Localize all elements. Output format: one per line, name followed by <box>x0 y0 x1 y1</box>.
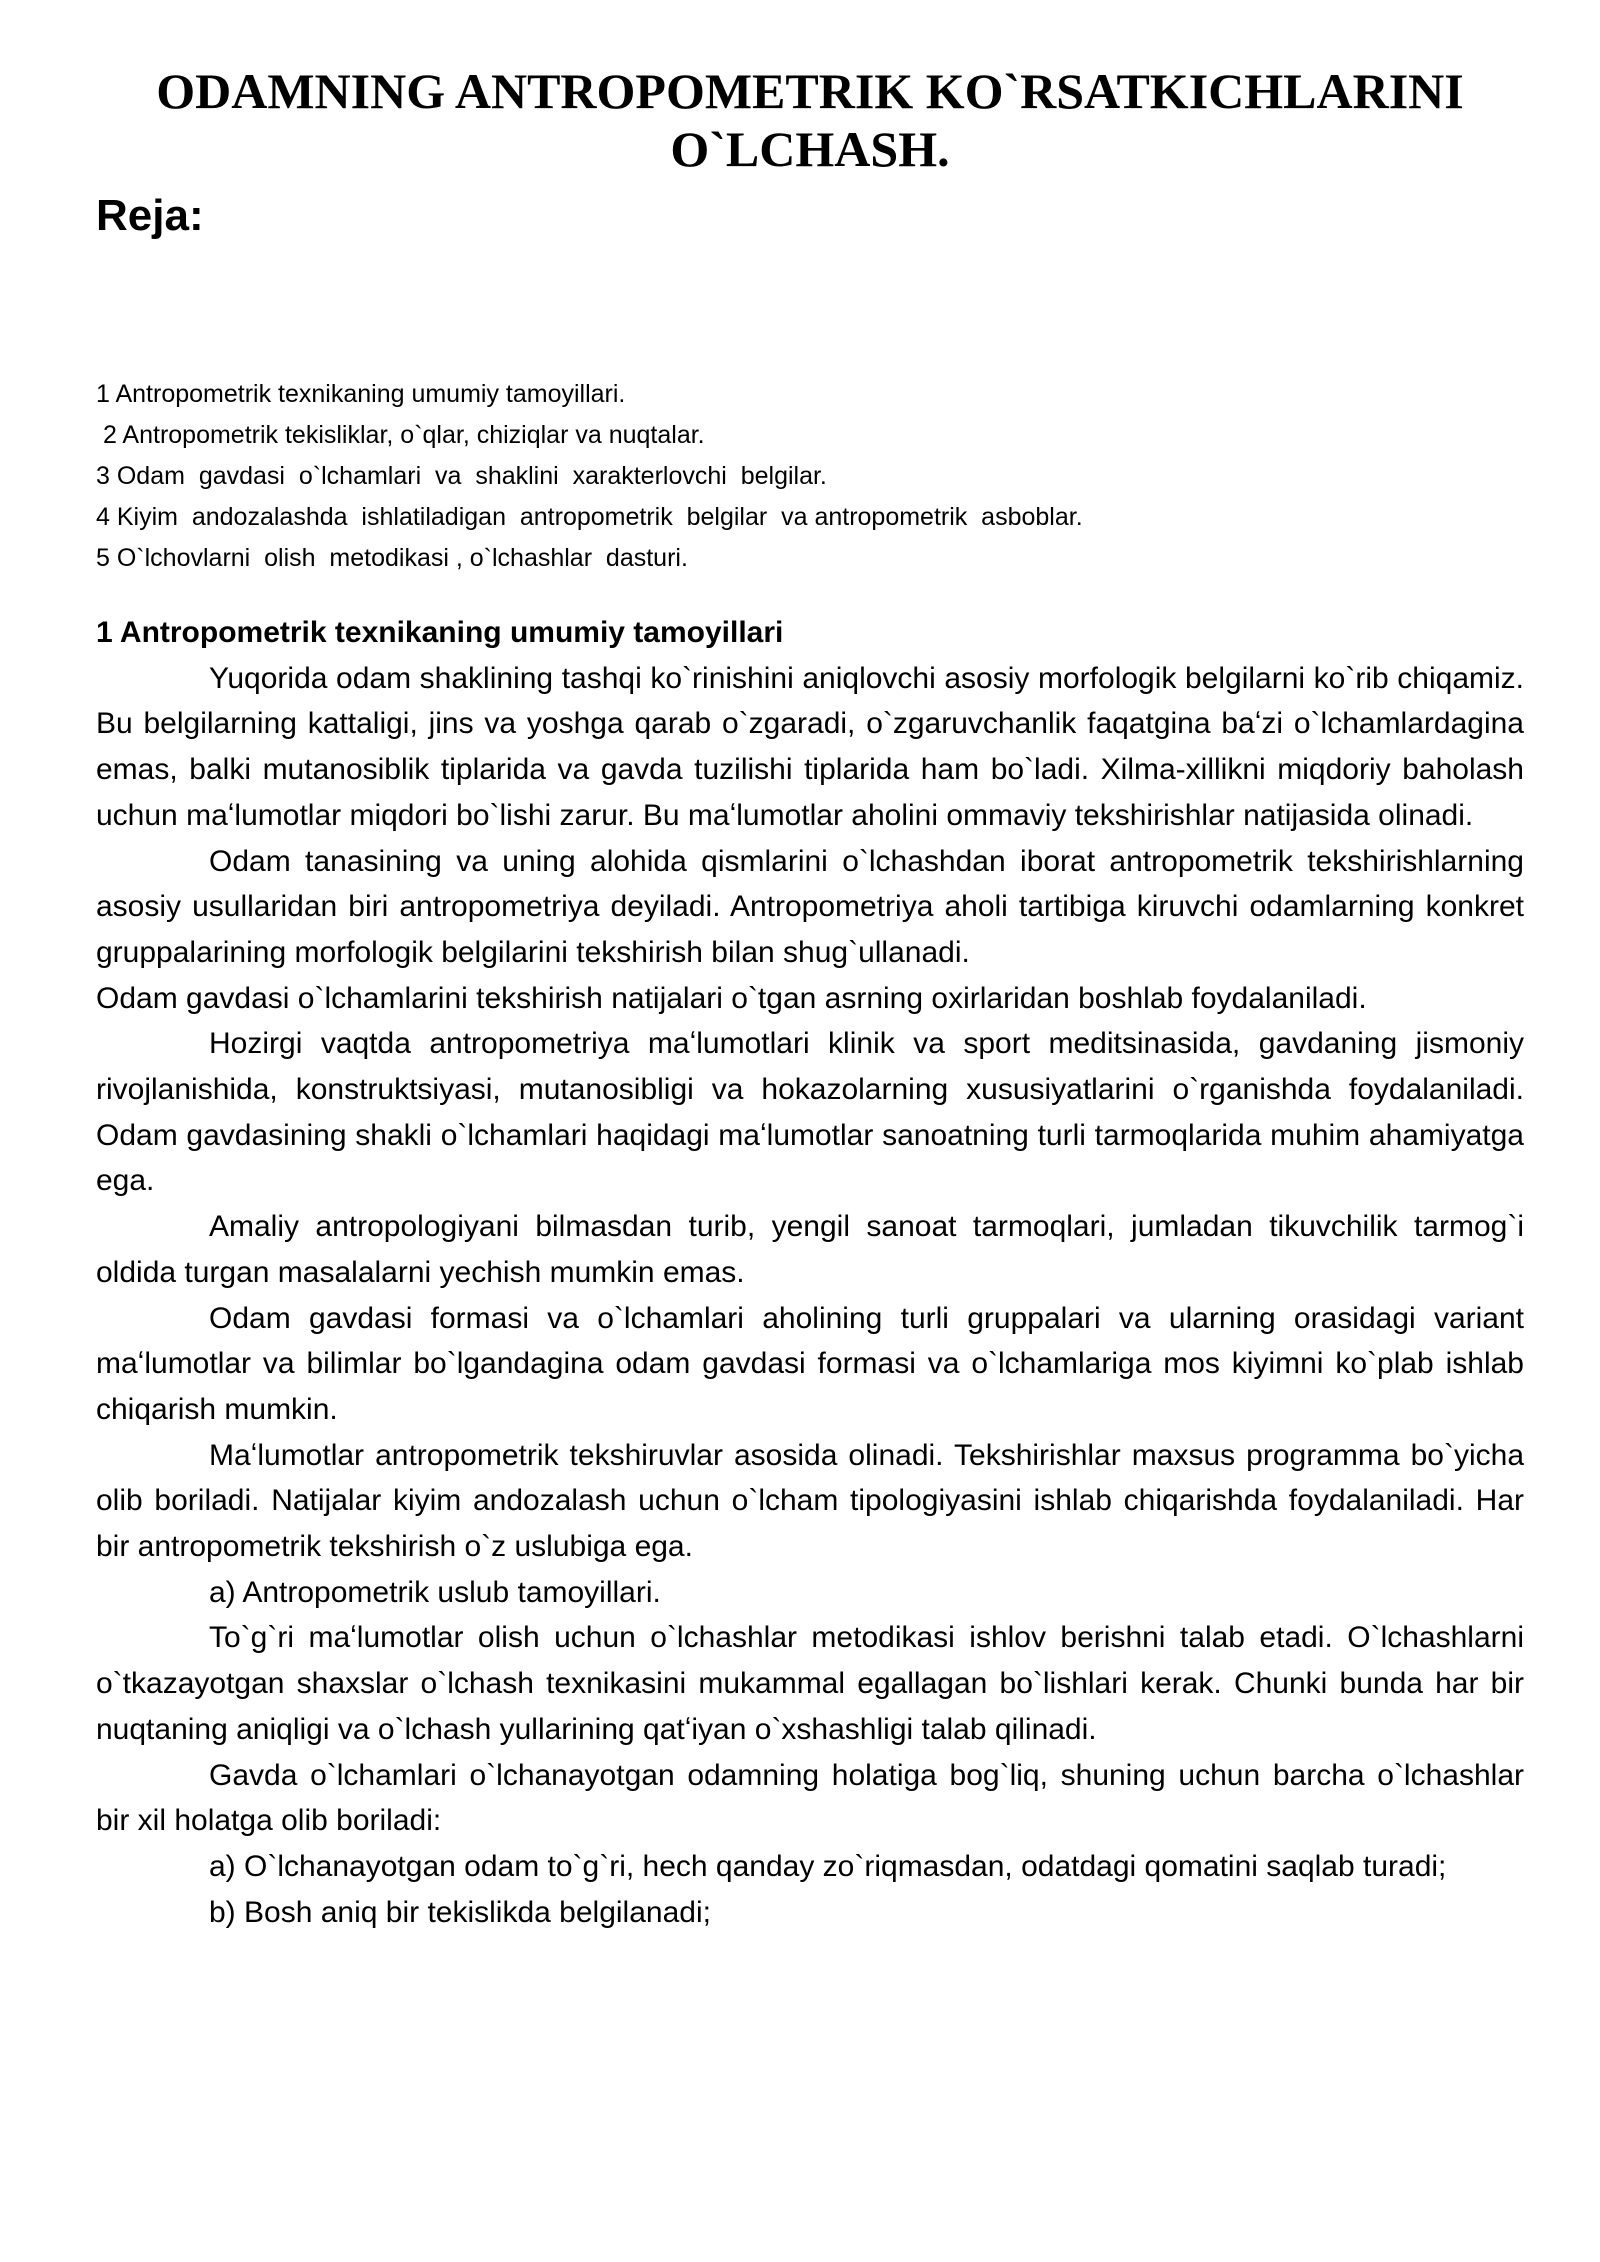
paragraph: Odam tanasining va uning alohida qismlarini o`lchashdan iborat antropometrik tekshirishlarning asosiy usullaridan biri antropometriya deyiladi. Antropometriya aholi tartibiga kiruvchi odamlarning konkret gruppalarining morfologik belgilarini tekshirish bilan shug`ullanadi. <box>96 844 1524 969</box>
paragraph: Yuqorida odam shaklining tashqi ko`rinishini aniqlovchi asosiy morfologik belgilarni ko`rib chiqamiz. Bu belgilarning kattaligi, jins va yoshga qarab o`zgaradi, o`zgaruvchanlik faqatgina baʻzi o`lchamlardagina emas, balki mutanosiblik tiplarida va gavda tuzilishi tiplarida ham bo`ladi. Xilma-xillikni miqdoriy baholash uchun maʻlumotlar miqdori bo`lishi zarur. Bu maʻlumotlar aholini ommaviy tekshirishlar natijasida olinadi. <box>96 661 1524 832</box>
paragraph: a) Antropometrik uslub tamoyillari. <box>209 1575 661 1609</box>
section-body <box>96 610 1524 1935</box>
plan-list <box>96 374 1524 579</box>
plan-item: 3 Odam gavdasi o`lchamlari va shaklini xarakterlovchi belgilar. <box>96 462 827 490</box>
document-title: ODAMNING ANTROPOMETRIK KO`RSATKICHLARINI O`LCHASH. <box>156 63 1464 177</box>
paragraph: Gavda o`lchamlari o`lchanayotgan odamning holatiga bog`liq, shuning uchun barcha o`lchashlar bir xil holatga olib boriladi: <box>96 1758 1524 1838</box>
plan-item: 2 Antropometrik tekisliklar, o`qlar, chiziqlar va nuqtalar. <box>96 421 705 449</box>
document-page <box>96 62 1524 1929</box>
paragraph: Odam gavdasi formasi va o`lchamlari aholining turli gruppalari va ularning orasidagi variant maʻlumotlar va bilimlar bo`lgandagina odam gavdasi formasi va o`lchamlariga mos kiyimni ko`plab ishlab chiqarish mumkin. <box>96 1301 1524 1426</box>
paragraph: To`g`ri maʻlumotlar olish uchun o`lchashlar metodikasi ishlov berishni talab etadi. O`lchashlarni o`tkazayotgan shaxslar o`lchash texnikasini mukammal egallagan bo`lishlari kerak. Chunki bunda har bir nuqtaning aniqligi va o`lchash yullarining qatʻiyan o`xshashligi talab qilinadi. <box>96 1621 1524 1746</box>
plan-item: 4 Kiyim andozalashda ishlatiladigan antropometrik belgilar va antropometrik asboblar. <box>96 503 1083 531</box>
paragraph: a) O`lchanayotgan odam to`g`ri, hech qanday zo`riqmasdan, odatdagi qomatini saqlab turadi; <box>209 1849 1447 1883</box>
paragraph: Amaliy antropologiyani bilmasdan turib, yengil sanoat tarmoqlari, jumladan tikuvchilik tarmog`i oldida turgan masalalarni yechish mumkin emas. <box>96 1210 1524 1289</box>
plan-item: 1 Antropometrik texnikaning umumiy tamoyillari. <box>96 380 626 408</box>
plan-heading: Reja: <box>96 191 204 240</box>
paragraph: Odam gavdasi o`lchamlarini tekshirish natijalari o`tgan asrning oxirlaridan boshlab foydalaniladi. <box>96 981 1367 1015</box>
paragraph: Maʻlumotlar antropometrik tekshiruvlar asosida olinadi. Tekshirishlar maxsus programma bo`yicha olib boriladi. Natijalar kiyim andozalash uchun o`lcham tipologiyasini ishlab chiqarishda foydalaniladi. Har bir antropometrik tekshirish o`z uslubiga ega. <box>96 1438 1524 1564</box>
paragraph: b) Bosh aniq bir tekislikda belgilanadi; <box>209 1895 711 1929</box>
plan-item: 5 O`lchovlarni olish metodikasi , o`lchashlar dasturi. <box>96 544 688 572</box>
section-heading: 1 Antropometrik texnikaning umumiy tamoyillari <box>96 616 784 649</box>
paragraph: Hozirgi vaqtda antropometriya maʻlumotlari klinik va sport meditsinasida, gavdaning jismoniy rivojlanishida, konstruktsiyasi, mutanosibligi va hokazolarning xususiyatlarini o`rganishda foydalaniladi. Odam gavdasining shakli o`lchamlari haqidagi maʻlumotlar sanoatning turli tarmoqlarida muhim ahamiyatga ega. <box>96 1027 1524 1198</box>
